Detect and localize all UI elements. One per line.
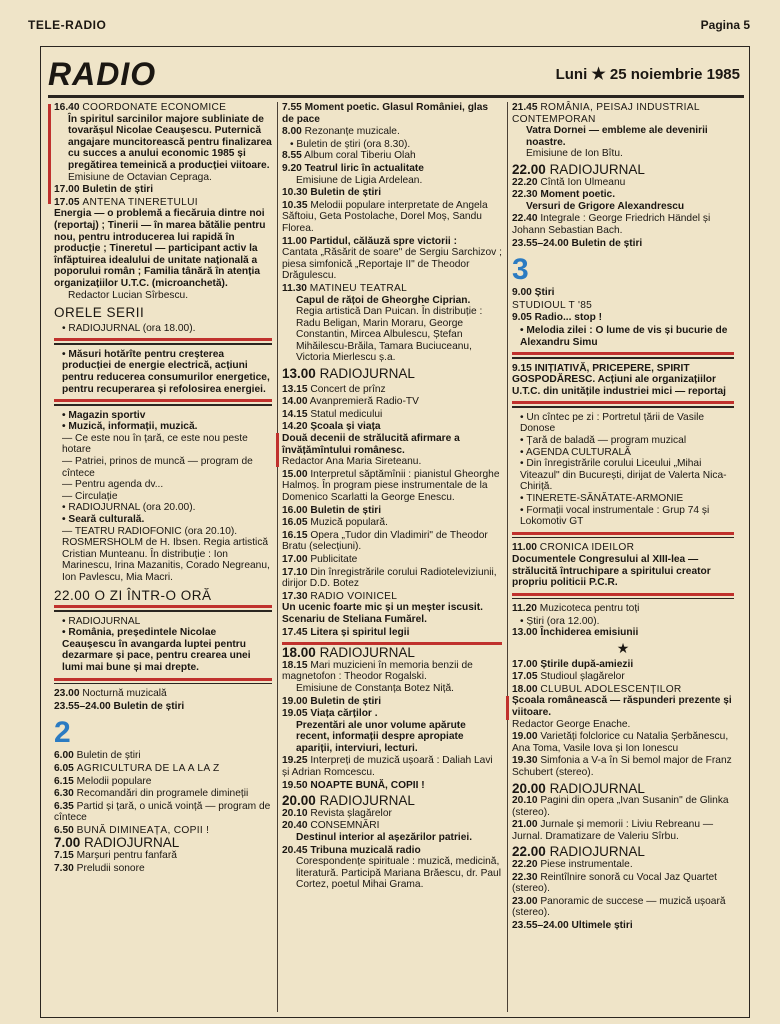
red-rule — [512, 401, 734, 404]
entry-description: Energia — o problemă a fiecăruia dintre noi (reportaj) ; Tinerii — în marea bătălie pentru nou, pentru introducerea lui rapidă în producție ; Tineretul — participant activ la înfăptuirea idealului de unitate națională a poporului român ; Familia tânără în atenția organizațiilor U.T.C. (microanchetă). — [54, 208, 266, 289]
program-entry: 18.00 CLUBUL ADOLESCENȚILOR Școala românească — răspunderi prezente și viitoare. Redactor George Enache. — [512, 684, 734, 730]
program-entry: 19.00 Varietăți folclorice cu Natalia Șerbănescu, Ana Toma, Vasile Iova și Ion Ionescu — [512, 731, 729, 754]
program-entry: 23.00 Panoramic de succese — muzică ușoară (stereo). — [512, 895, 726, 919]
program-entry: 18.00 RADIOJURNAL — [282, 645, 415, 661]
program-entry: 10.30 Buletin de știri — [282, 187, 382, 199]
column-1 — [54, 102, 272, 875]
program-entry: 10.35 Melodii populare interpretate de Angela Săftoiu, Geta Postolache, Dorel Moș, Sandu Florea. — [282, 199, 488, 234]
red-rule — [54, 399, 272, 402]
entry-title: Buletin de știri — [82, 184, 154, 196]
program-entry: 14.20 Școala și viața Două decenii de strălucită afirmare a învățămîntului românesc. Redactor Ana Maria Sireteanu. — [282, 421, 502, 467]
entry-title: COORDONATE ECONOMICE — [82, 102, 227, 113]
program-entry: 23.55–24.00 Ultimele știri — [512, 920, 633, 932]
bullet-item: • Melodia zilei : O lume de vis și bucurie de Alexandru Simu — [520, 324, 728, 348]
entry-time: 23.55–24.00 — [54, 700, 111, 712]
column-3 — [512, 102, 734, 933]
program-entry: 19.05 Viața cărților . Prezentări ale unor volume apărute recent, informații despre apropiate apariții, interviuri, lecturi. — [282, 708, 466, 754]
program-entry: 22.20 Piese instrumentale. — [512, 859, 633, 871]
red-rule — [512, 532, 734, 535]
day-name: Luni — [555, 66, 588, 83]
entry-title: Nocturnă muzicală — [82, 688, 167, 700]
program-entry: 11.20 Muzicoteca pentru toți — [512, 603, 640, 615]
column-2 — [282, 102, 502, 892]
black-rule — [54, 683, 272, 685]
program-entry: 17.45 Litera și spiritul legii — [282, 626, 410, 638]
bullet-item: • România, președintele Nicolae Ceaușescu în avangarda luptei pentru dezarmare și pace, pentru crearea unei lumi mai bune și mai drepte. — [62, 627, 251, 674]
sub-item: — Circulație — [62, 490, 118, 502]
program-entry: 19.50 NOAPTE BUNĂ, COPII ! — [282, 779, 425, 791]
entry-title: Buletin de știri — [113, 700, 185, 712]
program-entry: 20.40 CONSEMNĂRI Destinul interior al așezărilor patriei. — [282, 820, 473, 844]
program-entry: 20.45 Tribuna muzicală radio Corespondențe spirituale : muzică, medicină, literatură. Participă Mariana Brăescu, dr. Paul Cortez, poetul Mihai Grama. — [282, 844, 501, 891]
bullet-item: • Știri (ora 12.00). — [520, 615, 600, 627]
title-rule — [48, 95, 744, 98]
program-entry: 22.20 Cîntă Ion Ulmeanu — [512, 176, 626, 188]
program-entry: 7.00 RADIOJURNAL — [54, 835, 180, 851]
sub-item: — Ce este nou în țară, ce este nou peste hotare — [62, 432, 248, 456]
program-entry: 17.30 RADIO VOINICEL Un ucenic foarte mic și un meșter iscusit. Scenariu de Steliana Fumărel. — [282, 590, 483, 625]
program-entry: 15.00 Interpretul săptămînii : pianistul Gheorghe Halmoș. În program piese instrumentale de la Domenico Scarlatti la George Enescu. — [282, 468, 500, 503]
program-entry: 17.10 Din înregistrările corului Radioteleviziunii, dirijor D.D. Botez — [282, 566, 497, 590]
program-entry: 16.00 Buletin de știri — [282, 504, 382, 516]
program-entry: 19.00 Buletin de știri — [282, 695, 382, 707]
program-entry: 11.00 CRONICA IDEILOR Documentele Congresului al XIII-lea — strălucită întruchipare a spiritului creator propriu politicii P.C.R. — [512, 542, 711, 589]
program-entry: 21.00 Jurnale și memorii : Liviu Rebreanu — Jurnal. Dramatizare de Valeriu Sîrbu. — [512, 819, 714, 842]
program-entry: 11.00 Partidul, călăuză spre victorii : Cantata „Răsărit de soare" de Sergiu Sarchizov ; piesa simfonică „Reportaje II" de Theodor Drăgulescu. — [282, 235, 502, 282]
program-entry: 13.15 Concert de prînz — [282, 383, 386, 395]
program-number: 3 — [512, 253, 529, 287]
publication-name: TELE-RADIO — [28, 18, 107, 32]
program-entry: 13.00 Închiderea emisiunii — [512, 627, 639, 639]
program-entry: 14.15 Statul medicului — [282, 408, 383, 420]
entry-note: Redactor Lucian Sîrbescu. — [68, 289, 189, 301]
red-rule — [54, 338, 272, 341]
program-entry: 22.00 RADIOJURNAL — [512, 844, 645, 860]
highlight-bar — [506, 696, 509, 720]
bullet-item: • AGENDA CULTURALĂ — [520, 446, 631, 458]
bullet-item: • Din înregistrările corului Liceului „Mihai Viteazul" din București, dirijat de Valerta Nica-Chiriță. — [520, 458, 727, 493]
black-rule — [512, 598, 734, 600]
entry-note: Emisiune de Octavian Cepraga. — [68, 171, 212, 183]
program-entry: 17.00 Știrile după-amiezii — [512, 658, 634, 670]
program-entry — [54, 102, 272, 183]
black-rule — [54, 610, 272, 612]
bullet-item: • Buletin de știri (ora 8.30). — [290, 138, 411, 150]
column-divider — [277, 102, 278, 1012]
black-rule — [512, 406, 734, 408]
bullet-item: • Magazin sportiv — [62, 409, 146, 421]
program-entry: 9.20 Teatrul liric în actualitate Emisiune de Ligia Ardelean. — [282, 162, 424, 186]
sub-item: — Patriei, prinos de muncă — program de cîntece — [62, 456, 253, 479]
black-rule — [54, 343, 272, 345]
program-entry: 6.05 AGRICULTURA DE LA A LA Z — [54, 762, 220, 774]
red-rule — [54, 605, 272, 608]
program-entry: 9.05 Radio... stop ! — [512, 312, 603, 324]
program-number: 2 — [54, 716, 71, 750]
red-rule — [512, 593, 734, 596]
program-entry: 6.35 Partid și țară, o unică voință — program de cîntece — [54, 800, 271, 824]
entry-time: 17.00 — [54, 184, 80, 196]
program-entry: 17.00 Publicitate — [282, 553, 358, 565]
program-entry: 6.15 Melodii populare — [54, 775, 152, 787]
program-entry: 20.00 RADIOJURNAL — [512, 780, 645, 796]
program-entry: 7.30 Preludii sonore — [54, 862, 145, 874]
program-entry: 20.10 Revista șlagărelor — [282, 807, 392, 819]
highlight-bar — [48, 104, 51, 204]
program-entry: 9.15 INIȚIATIVĂ, PRICEPERE, SPIRIT GOSPODĂRESC. Acțiuni ale organizațiilor U.T.C. din unitățile industriei mici — reportaj — [512, 362, 726, 397]
program-entry: 17.05 Studioul șlagărelor — [512, 671, 625, 683]
program-entry: 22.30 Reintîlnire sonoră cu Vocal Jaz Quartet (stereo). — [512, 871, 718, 895]
bullet-item: • Formații vocal instrumentale : Grup 74 și Lokomotiv GT — [520, 504, 710, 528]
program-entry: 13.00 RADIOJURNAL — [282, 366, 415, 382]
section-heading: 22.00 O ZI ÎNTR-O ORĂ — [54, 587, 212, 603]
program-entry — [54, 184, 272, 196]
bullet-item: • Muzică, informații, muzică. — [62, 421, 198, 433]
program-entry: STUDIOUL T '85 — [512, 299, 593, 311]
sub-item: — Pentru agenda dv... — [62, 479, 164, 491]
program-entry: 6.50 BUNĂ DIMINEAȚA, COPII ! — [54, 824, 210, 836]
entry-title: ANTENA TINERETULUI — [82, 196, 198, 208]
program-entry — [54, 701, 272, 713]
red-rule — [512, 352, 734, 355]
program-entry: 7.55 Moment poetic. Glasul României, glas de pace — [282, 102, 489, 125]
program-entry: 23.55–24.00 Buletin de știri — [512, 237, 643, 249]
bullet-item: • TINERETE-SĂNĂTATE-ARMONIE — [520, 493, 684, 505]
program-entry: 8.55 Album coral Tiberiu Olah — [282, 150, 416, 162]
program-entry: 20.00 RADIOJURNAL — [282, 793, 415, 809]
black-rule — [512, 357, 734, 359]
program-entry — [54, 688, 272, 700]
program-entry: 19.25 Interpreți de muzică ușoară : Daliah Lavi și Adrian Romcescu. — [282, 755, 493, 779]
program-entry: 22.40 Integrale : George Friedrich Händel și Johann Sebastian Bach. — [512, 213, 711, 236]
program-entry: 8.00 Rezonanțe muzicale. — [282, 126, 400, 138]
program-entry: 19.30 Simfonia a V-a în Si bemol major de Franz Schubert (stereo). — [512, 755, 732, 778]
entry-description: În spiritul sarcinilor majore subliniate de tovarășul Nicolae Ceaușescu. Puternică angajare muncitorească pentru finalizarea cu succes a anului economic 1985 și pregătirea temeinică a producției viitoare. — [68, 113, 272, 171]
section-title: RADIO — [48, 56, 157, 92]
bullet-item: • RADIOJURNAL (ora 20.00). — [62, 502, 196, 514]
date-line — [556, 64, 740, 84]
page-header — [0, 0, 780, 40]
bullet-item: • Țară de baladă — program muzical — [520, 435, 687, 447]
program-entry: 16.15 Opera „Tudor din Vladimiri" de Theodor Bratu (selecțiuni). — [282, 529, 488, 553]
black-rule — [54, 404, 272, 406]
entry-time: 23.00 — [54, 688, 80, 700]
program-entry: 6.30 Recomandări din programele dimineții — [54, 788, 249, 800]
bullet-item: • Seară culturală. — [62, 514, 145, 525]
program-entry: 14.00 Avanpremieră Radio-TV — [282, 396, 419, 408]
bullet-item: • Un cîntec pe zi : Portretul țării de Vasile Donose — [520, 411, 705, 435]
program-entry: 6.00 Buletin de știri — [54, 750, 141, 762]
program-entry: 9.00 Știri — [512, 287, 555, 299]
star-icon: ★ — [616, 639, 630, 656]
black-rule — [512, 537, 734, 539]
section-heading: ORELE SERII — [54, 305, 145, 321]
program-entry: 21.45 ROMÂNIA, PEISAJ INDUSTRIAL CONTEMPORAN Vatra Dornei — embleme ale devenirii noastre. Emisiune de Ion Bîtu. — [512, 102, 708, 160]
page-number: Pagina 5 — [700, 18, 750, 32]
column-divider — [507, 102, 508, 1012]
program-entry: 22.30 Moment poetic. Versuri de Grigore Alexandrescu — [512, 189, 685, 212]
entry-time: 16.40 — [54, 102, 80, 113]
program-entry: 20.10 Pagini din opera „Ivan Susanin" de Glinka (stereo). — [512, 795, 729, 818]
bullet-item: • RADIOJURNAL — [62, 615, 141, 627]
program-entry: 16.05 Muzică populară. — [282, 517, 388, 529]
red-rule — [54, 678, 272, 681]
bullet-item: • RADIOJURNAL (ora 18.00). — [62, 322, 196, 334]
program-entry: 7.15 Marșuri pentru fanfară — [54, 850, 177, 862]
program-entry: 22.00 RADIOJURNAL — [512, 161, 645, 177]
program-entry: 18.15 Mari muzicieni în memoria benzii de magnetofon : Theodor Rogalski. Emisiune de Constanța Botez Niță. — [282, 659, 473, 694]
program-entry — [54, 197, 272, 301]
sub-item: — TEATRU RADIOFONIC (ora 20.10). ROSMERSHOLM de H. Ibsen. Regia artistică Cristian Munteanu. În distribuție : Ion Marinescu, Irina Mazanitis, Corado Negreanu, Ion Pavlescu, Mia Macri. — [62, 525, 270, 583]
entry-time: 17.05 — [54, 196, 80, 208]
star-icon: ★ — [591, 66, 606, 83]
program-entry: 11.30 MATINEU TEATRAL Capul de rățoi de Gheorghe Ciprian. Regia artistică Dan Puican. În distribuție : Radu Beligan, Marin Moraru, George Constantin, Mircea Albulescu, Ștefan Mihăilescu-Brăila, Tamara Buciuceanu, Victoria Mierlescu ș.a. — [282, 282, 483, 364]
highlight-bar — [276, 433, 279, 467]
bullet-item: • Măsuri hotărîte pentru creșterea producției de energie electrică, acțiuni pentru reducerea consumurilor energetice, pentru recuperarea și refolosirea energiei. — [62, 348, 270, 395]
date-text: 25 noiembrie 1985 — [609, 66, 740, 83]
